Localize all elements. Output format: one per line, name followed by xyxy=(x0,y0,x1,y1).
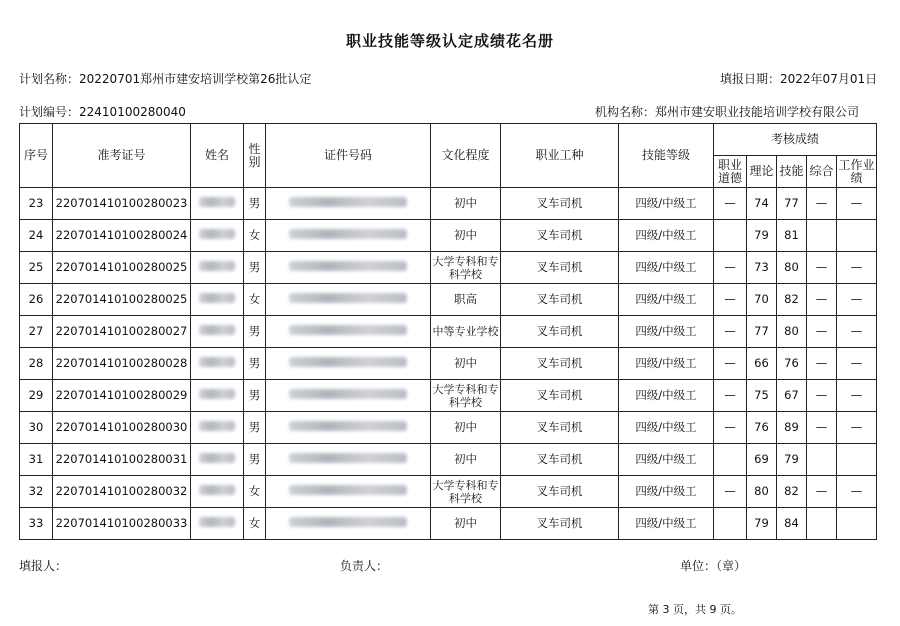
cell-id-no xyxy=(266,188,431,220)
cell-exam-no: 220701410100280033 xyxy=(53,508,191,540)
cell-performance: — xyxy=(837,316,877,348)
cell-skill: 67 xyxy=(777,380,807,412)
cell-level: 四级/中级工 xyxy=(619,380,714,412)
cell-composite xyxy=(807,508,837,540)
cell-education: 中等专业学校 xyxy=(431,316,501,348)
header-theory: 理论 xyxy=(747,156,777,188)
cell-ethics xyxy=(714,444,747,476)
plan-no-line xyxy=(19,103,186,120)
cell-exam-no: 220701410100280029 xyxy=(53,380,191,412)
cell-theory: 79 xyxy=(747,508,777,540)
cell-seq: 26 xyxy=(20,284,53,316)
header-composite: 综合 xyxy=(807,156,837,188)
redacted-id xyxy=(289,517,407,527)
org-name-value: 郑州市建安职业技能培训学校有限公司 xyxy=(655,105,860,119)
cell-id-no xyxy=(266,476,431,508)
cell-ethics: — xyxy=(714,284,747,316)
cell-seq: 29 xyxy=(20,380,53,412)
cell-skill: 84 xyxy=(777,508,807,540)
cell-exam-no: 220701410100280024 xyxy=(53,220,191,252)
header-name: 姓名 xyxy=(191,124,244,188)
table-row xyxy=(20,412,877,444)
cell-ethics: — xyxy=(714,252,747,284)
table-row xyxy=(20,284,877,316)
cell-composite: — xyxy=(807,188,837,220)
cell-skill: 89 xyxy=(777,412,807,444)
cell-ethics: — xyxy=(714,476,747,508)
cell-performance xyxy=(837,508,877,540)
redacted-name xyxy=(199,229,235,239)
table-row xyxy=(20,316,877,348)
header-gender: 性别 xyxy=(244,124,266,188)
table-row xyxy=(20,348,877,380)
table-row xyxy=(20,444,877,476)
cell-theory: 75 xyxy=(747,380,777,412)
cell-education: 初中 xyxy=(431,220,501,252)
redacted-name xyxy=(199,261,235,271)
cell-job: 叉车司机 xyxy=(501,252,619,284)
cell-theory: 77 xyxy=(747,316,777,348)
cell-gender: 女 xyxy=(244,476,266,508)
cell-exam-no: 220701410100280031 xyxy=(53,444,191,476)
cell-ethics: — xyxy=(714,380,747,412)
cell-seq: 33 xyxy=(20,508,53,540)
cell-ethics xyxy=(714,220,747,252)
header-scores: 考核成绩 xyxy=(714,124,877,156)
cell-name xyxy=(191,508,244,540)
cell-ethics xyxy=(714,508,747,540)
cell-composite: — xyxy=(807,476,837,508)
redacted-id xyxy=(289,453,407,463)
table-row xyxy=(20,476,877,508)
cell-theory: 66 xyxy=(747,348,777,380)
cell-gender: 女 xyxy=(244,284,266,316)
cell-level: 四级/中级工 xyxy=(619,412,714,444)
filler-label: 填报人： xyxy=(19,559,68,573)
redacted-name xyxy=(199,325,235,335)
cell-gender: 男 xyxy=(244,412,266,444)
cell-performance: — xyxy=(837,348,877,380)
cell-level: 四级/中级工 xyxy=(619,508,714,540)
redacted-id xyxy=(289,485,407,495)
cell-theory: 76 xyxy=(747,412,777,444)
cell-composite: — xyxy=(807,348,837,380)
cell-exam-no: 220701410100280027 xyxy=(53,316,191,348)
redacted-id xyxy=(289,261,407,271)
cell-theory: 70 xyxy=(747,284,777,316)
cell-level: 四级/中级工 xyxy=(619,188,714,220)
cell-education: 初中 xyxy=(431,508,501,540)
cell-name xyxy=(191,316,244,348)
score-table xyxy=(19,123,877,540)
cell-seq: 25 xyxy=(20,252,53,284)
cell-gender: 男 xyxy=(244,252,266,284)
cell-performance xyxy=(837,220,877,252)
redacted-name xyxy=(199,517,235,527)
cell-education: 初中 xyxy=(431,412,501,444)
cell-id-no xyxy=(266,252,431,284)
header-level: 技能等级 xyxy=(619,124,714,188)
cell-seq: 24 xyxy=(20,220,53,252)
cell-gender: 男 xyxy=(244,444,266,476)
cell-skill: 76 xyxy=(777,348,807,380)
plan-no-value: 22410100280040 xyxy=(79,105,186,119)
plan-name-label: 计划名称： xyxy=(19,72,80,86)
cell-composite: — xyxy=(807,316,837,348)
cell-gender: 男 xyxy=(244,380,266,412)
cell-composite: — xyxy=(807,380,837,412)
cell-performance: — xyxy=(837,476,877,508)
redacted-name xyxy=(199,389,235,399)
cell-education: 职高 xyxy=(431,284,501,316)
cell-education: 大学专科和专科学校 xyxy=(431,476,501,508)
cell-exam-no: 220701410100280023 xyxy=(53,188,191,220)
header-skill: 技能 xyxy=(777,156,807,188)
cell-ethics: — xyxy=(714,316,747,348)
redacted-name xyxy=(199,197,235,207)
cell-skill: 77 xyxy=(777,188,807,220)
cell-performance: — xyxy=(837,284,877,316)
cell-performance: — xyxy=(837,412,877,444)
page-info: 第 3 页，共 9 页。 xyxy=(648,603,742,616)
org-name-line xyxy=(595,103,859,120)
plan-no-label: 计划编号： xyxy=(19,105,80,119)
cell-id-no xyxy=(266,220,431,252)
fill-date-label: 填报日期： xyxy=(720,72,781,86)
cell-job: 叉车司机 xyxy=(501,220,619,252)
cell-gender: 女 xyxy=(244,220,266,252)
redacted-id xyxy=(289,421,407,431)
cell-ethics: — xyxy=(714,188,747,220)
cell-skill: 81 xyxy=(777,220,807,252)
cell-theory: 80 xyxy=(747,476,777,508)
redacted-name xyxy=(199,453,235,463)
cell-job: 叉车司机 xyxy=(501,284,619,316)
cell-gender: 男 xyxy=(244,316,266,348)
redacted-id xyxy=(289,357,407,367)
cell-job: 叉车司机 xyxy=(501,508,619,540)
cell-performance: — xyxy=(837,252,877,284)
table-row xyxy=(20,188,877,220)
cell-gender: 女 xyxy=(244,508,266,540)
cell-id-no xyxy=(266,316,431,348)
cell-name xyxy=(191,188,244,220)
responsible-label: 负责人： xyxy=(340,559,389,573)
cell-ethics: — xyxy=(714,412,747,444)
redacted-name xyxy=(199,357,235,367)
fill-date-value: 2022年07月01日 xyxy=(780,72,878,86)
cell-gender: 男 xyxy=(244,348,266,380)
cell-level: 四级/中级工 xyxy=(619,316,714,348)
cell-job: 叉车司机 xyxy=(501,188,619,220)
header-ethics: 职业道德 xyxy=(714,156,747,188)
cell-name xyxy=(191,476,244,508)
cell-education: 大学专科和专科学校 xyxy=(431,252,501,284)
cell-job: 叉车司机 xyxy=(501,316,619,348)
cell-job: 叉车司机 xyxy=(501,444,619,476)
cell-theory: 69 xyxy=(747,444,777,476)
cell-level: 四级/中级工 xyxy=(619,444,714,476)
redacted-id xyxy=(289,325,407,335)
redacted-id xyxy=(289,197,407,207)
redacted-name xyxy=(199,421,235,431)
document-title: 职业技能等级认定成绩花名册 xyxy=(345,32,554,50)
cell-level: 四级/中级工 xyxy=(619,348,714,380)
header-exam-no: 准考证号 xyxy=(53,124,191,188)
cell-theory: 79 xyxy=(747,220,777,252)
plan-name-line xyxy=(19,70,311,87)
cell-level: 四级/中级工 xyxy=(619,476,714,508)
cell-ethics: — xyxy=(714,348,747,380)
header-performance: 工作业绩 xyxy=(837,156,877,188)
unit-stamp-label: 单位：（章） xyxy=(680,559,747,573)
cell-composite xyxy=(807,220,837,252)
cell-exam-no: 220701410100280030 xyxy=(53,412,191,444)
cell-level: 四级/中级工 xyxy=(619,220,714,252)
table-row xyxy=(20,220,877,252)
table-row xyxy=(20,252,877,284)
cell-education: 初中 xyxy=(431,444,501,476)
redacted-name xyxy=(199,293,235,303)
cell-name xyxy=(191,380,244,412)
redacted-id xyxy=(289,229,407,239)
cell-composite: — xyxy=(807,284,837,316)
table-body xyxy=(20,188,877,540)
cell-theory: 74 xyxy=(747,188,777,220)
plan-name-value: 20220701郑州市建安培训学校第26批认定 xyxy=(79,72,312,86)
cell-performance: — xyxy=(837,380,877,412)
cell-id-no xyxy=(266,412,431,444)
cell-id-no xyxy=(266,508,431,540)
cell-exam-no: 220701410100280025 xyxy=(53,252,191,284)
cell-skill: 82 xyxy=(777,476,807,508)
fill-date-line xyxy=(720,70,877,87)
cell-composite: — xyxy=(807,412,837,444)
cell-skill: 80 xyxy=(777,252,807,284)
cell-exam-no: 220701410100280028 xyxy=(53,348,191,380)
header-id-no: 证件号码 xyxy=(266,124,431,188)
redacted-id xyxy=(289,389,407,399)
cell-id-no xyxy=(266,284,431,316)
cell-seq: 30 xyxy=(20,412,53,444)
cell-seq: 28 xyxy=(20,348,53,380)
cell-education: 初中 xyxy=(431,348,501,380)
cell-composite xyxy=(807,444,837,476)
cell-education: 大学专科和专科学校 xyxy=(431,380,501,412)
cell-name xyxy=(191,348,244,380)
header-seq: 序号 xyxy=(20,124,53,188)
table-row xyxy=(20,380,877,412)
cell-theory: 73 xyxy=(747,252,777,284)
cell-seq: 32 xyxy=(20,476,53,508)
cell-exam-no: 220701410100280025 xyxy=(53,284,191,316)
cell-job: 叉车司机 xyxy=(501,380,619,412)
cell-gender: 男 xyxy=(244,188,266,220)
cell-seq: 27 xyxy=(20,316,53,348)
cell-skill: 79 xyxy=(777,444,807,476)
cell-name xyxy=(191,220,244,252)
cell-job: 叉车司机 xyxy=(501,348,619,380)
header-job: 职业工种 xyxy=(501,124,619,188)
table-row xyxy=(20,508,877,540)
redacted-id xyxy=(289,293,407,303)
cell-skill: 80 xyxy=(777,316,807,348)
cell-seq: 31 xyxy=(20,444,53,476)
cell-composite: — xyxy=(807,252,837,284)
cell-performance xyxy=(837,444,877,476)
cell-name xyxy=(191,412,244,444)
cell-id-no xyxy=(266,380,431,412)
cell-exam-no: 220701410100280032 xyxy=(53,476,191,508)
cell-performance: — xyxy=(837,188,877,220)
cell-id-no xyxy=(266,348,431,380)
cell-job: 叉车司机 xyxy=(501,476,619,508)
org-name-label: 机构名称： xyxy=(595,105,656,119)
cell-level: 四级/中级工 xyxy=(619,252,714,284)
header-education: 文化程度 xyxy=(431,124,501,188)
cell-skill: 82 xyxy=(777,284,807,316)
redacted-name xyxy=(199,485,235,495)
cell-name xyxy=(191,284,244,316)
cell-education: 初中 xyxy=(431,188,501,220)
cell-name xyxy=(191,252,244,284)
cell-job: 叉车司机 xyxy=(501,412,619,444)
cell-level: 四级/中级工 xyxy=(619,284,714,316)
cell-seq: 23 xyxy=(20,188,53,220)
cell-id-no xyxy=(266,444,431,476)
cell-name xyxy=(191,444,244,476)
